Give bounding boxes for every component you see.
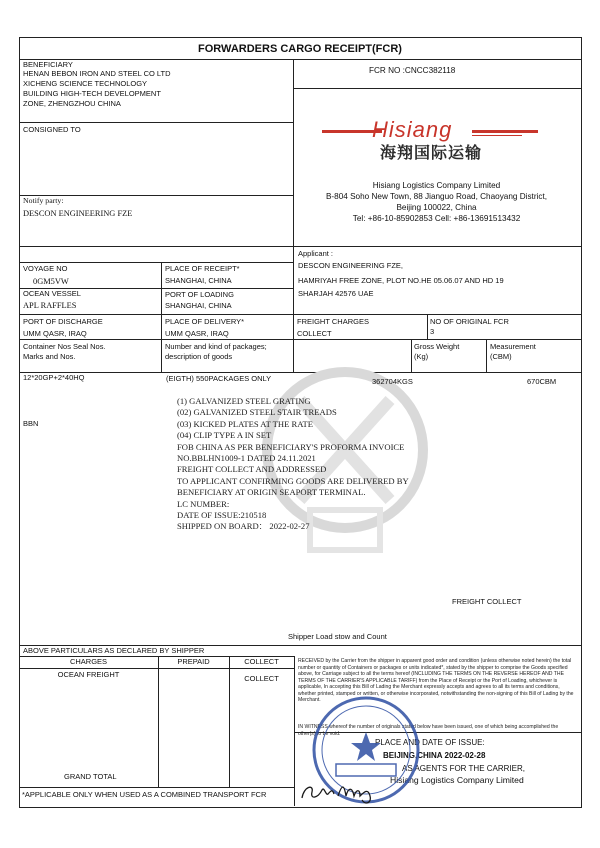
place-of-receipt-value: SHANGHAI, CHINA (165, 276, 232, 285)
goods-line: (1) GALVANIZED STEEL GRATING (177, 396, 311, 406)
containers-value: 12*20GP+2*40HQ (23, 373, 85, 382)
terms-text: RECEIVED by the Carrier from the shipper in apparent good order and condition (unless otherwise noted herein) the total number or quantity of Containers or packages or units indicated*, stated by the shipper to comprise the Goods specified above, for Carriage subject to all the terms hereof (INCLUDING THE TERMS ON THE REVERSE HEREOF AND THE TERMS OF THE CARRIER'S APPLICABLE TARIFF) from the Place of Receipt or the Port of Loading, whichever is applicable, In accepting this Bill of Lading the Merchant expressly accepts and agrees to all its terms and conditions, whether printed, stamped or written, or otherwise incorporated, notwithstanding the non-signing of this Bill of Lading by the Merchant. (298, 658, 574, 703)
logo-wordmark: Hisiang (372, 117, 453, 142)
row-line-2 (19, 314, 581, 315)
fcr-number: FCR NO :CNCC382118 (369, 66, 456, 75)
charges-header: CHARGES (69, 657, 108, 666)
beneficiary-line: HENAN BEBON IRON AND STEEL CO LTD (23, 69, 171, 78)
goods-line: DATE OF ISSUE:210518 (177, 510, 267, 521)
gross-weight-header: Gross Weight (414, 342, 460, 351)
no-original-value: 3 (430, 327, 435, 336)
goods-description (177, 396, 409, 533)
port-of-loading-value: SHANGHAI, CHINA (165, 301, 232, 310)
prepaid-header: PREPAID (177, 657, 210, 666)
ocean-freight-label: OCEAN FREIGHT (57, 670, 120, 679)
grand-total-label: GRAND TOTAL (64, 772, 117, 781)
place-of-delivery-value: UMM QASR, IRAQ (165, 329, 229, 338)
above-particulars: ABOVE PARTICULARS AS DECLARED BY SHIPPER (23, 646, 205, 655)
consigned-to-label: CONSIGNED TO (23, 125, 81, 134)
company-logo (322, 118, 540, 166)
applicant-line: SHARJAH 42576 UAE (298, 289, 374, 298)
packages-value: (EIGTH) 550PACKAGES ONLY (166, 374, 272, 383)
logo-chinese: 海翔国际运输 (380, 143, 483, 162)
as-agents-text: AS AGENTS FOR THE CARRIER, (402, 764, 525, 773)
goods-line: TO APPLICANT CONFIRMING GOODS ARE DELIVERED BY (177, 475, 409, 486)
voyage-label: VOYAGE NO (23, 264, 68, 273)
voyage-value: 0GM5VW (33, 277, 69, 286)
logo-swoosh-right (472, 130, 538, 133)
place-date-value: BEIJING,CHINA 2022-02-28 (383, 751, 486, 760)
freight-charges-value: COLLECT (297, 329, 332, 338)
gross-weight-unit: (Kg) (414, 352, 429, 361)
goods-line: (04) CLIP TYPE A IN SET (177, 430, 272, 441)
ocean-vessel-label: OCEAN VESSEL (23, 289, 81, 298)
form-title: FORWARDERS CARGO RECEIPT(FCR) (198, 43, 402, 55)
marks-header: Marks and Nos. (23, 352, 76, 361)
carrier-name: Hisiang Logistics Company Limited (390, 775, 524, 785)
beneficiary-label: BENEFICIARY (23, 60, 73, 69)
notify-label: Notify party: (23, 196, 64, 205)
place-of-receipt-label: PLACE OF RECEIPT* (165, 264, 240, 273)
applicant-label: Applicant : (298, 249, 334, 258)
shipper-load-note: Shipper Load stow and Count (288, 632, 387, 641)
charges-row-line (19, 668, 294, 669)
goods-line: (03) KICKED PLATES AT THE RATE (177, 418, 313, 429)
grand-total-line (19, 787, 294, 788)
beneficiary-line: BUILDING HIGH-TECH DEVELOPMENT (23, 89, 161, 98)
goods-line: LC NUMBER: (177, 498, 230, 509)
packages-header: Number and kind of packages; (165, 342, 267, 351)
terms-divider (294, 656, 295, 806)
charges-col-1 (158, 656, 159, 787)
notify-value: DESCON ENGINEERING FZE (23, 209, 133, 218)
place-date-label: PLACE AND DATE OF ISSUE: (375, 738, 485, 747)
company-tel: Tel: +86-10-85902853 Cell: +86-13691513432 (352, 214, 521, 223)
marks-value: BBN (23, 419, 39, 428)
logo-underline (472, 135, 522, 136)
ocean-freight-collect: COLLECT (244, 674, 279, 683)
port-of-discharge-value: UMM QASR, IRAQ (23, 329, 87, 338)
measure-divider (486, 339, 487, 372)
measurement-header: Measurement (490, 342, 536, 351)
beneficiary-line: ZONE, ZHENGZHOU CHINA (23, 99, 121, 108)
goods-line: NO.BBLHN1009-1 DATED 24.11.2021 (177, 453, 316, 464)
goods-line: (02) GALVANIZED STEEL STAIR TREADS (177, 407, 337, 418)
goods-line: FREIGHT COLLECT AND ADDRESSED (177, 464, 327, 475)
right-logo-divider (293, 88, 581, 89)
measurement-value: 670CBM (527, 377, 557, 386)
container-header: Container Nos Seal Nos. (23, 342, 106, 351)
measurement-unit: (CBM) (490, 352, 512, 361)
voyage-col-divider-1 (161, 262, 162, 372)
applicant-top-line (19, 262, 293, 263)
beneficiary-divider (19, 122, 293, 123)
fcr-count-divider (427, 314, 428, 339)
company-address-2: Beijing 100022, China (396, 203, 477, 212)
goods-line: FOB CHINA AS PER BENEFICIARY'S PROFORMA INVOICE (177, 441, 405, 452)
goods-line: BENEFICIARY AT ORIGIN SEAPORT TERMINAL. (177, 487, 366, 498)
company-name: Hisiang Logistics Company Limited (372, 181, 501, 190)
place-of-delivery-label: PLACE OF DELIVERY* (165, 317, 245, 326)
freight-charges-label: FREIGHT CHARGES (297, 317, 369, 326)
port-of-loading-label: PORT OF LOADING (165, 290, 234, 299)
applicant-line: HAMRIYAH FREE ZONE, PLOT NO.HE 05.06.07 AND HD 19 (298, 276, 504, 285)
no-original-label: NO OF ORIGINAL FCR (430, 317, 509, 326)
port-of-discharge-label: PORT OF DISCHARGE (23, 317, 103, 326)
signature-image (298, 778, 380, 808)
witness-text: IN WITNESS whereof the number of originals stated below have been issued, one of which being accomplished the other(s) to be void. (298, 724, 559, 737)
description-header: description of goods (165, 352, 233, 361)
company-address-1: B-804 Soho New Town, 88 Jianguo Road, Chaoyang District, (325, 192, 548, 201)
applicant-line: DESCON ENGINEERING FZE, (298, 261, 404, 270)
collect-header: COLLECT (244, 657, 279, 666)
notify-divider (19, 246, 581, 247)
beneficiary-line: XICHENG SCIENCE TECHNOLOGY (23, 79, 148, 88)
title-divider (19, 59, 581, 60)
combined-transport-note: *APPLICABLE ONLY WHEN USED AS A COMBINED TRANSPORT FCR (22, 790, 267, 799)
goods-line: SHIPPED ON BOARD： 2022-02-27 (177, 521, 310, 532)
freight-collect-note: FREIGHT COLLECT (452, 597, 522, 606)
ocean-vessel-value: APL RAFFLES (23, 301, 77, 310)
gross-weight-value: 362704KGS (372, 377, 413, 386)
